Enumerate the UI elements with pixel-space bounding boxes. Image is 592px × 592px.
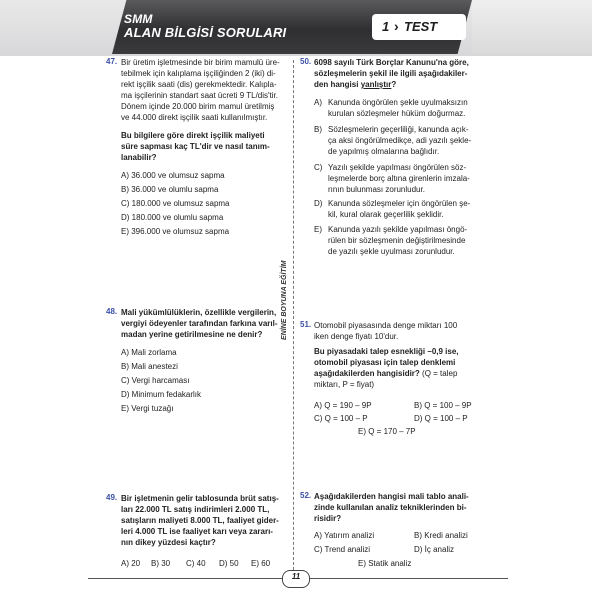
text-line: Kanunda öngörülen şekle uyulmaksızın (328, 98, 468, 107)
option-47-d[interactable]: D) 180.000 ve olumlu sapma (121, 213, 224, 222)
option-50-c[interactable]: C) Yazılı şekilde yapılması öngörülen söz- leşmelerde borç altına girenlerin imzala- rının bulunması zorunludur. (314, 163, 470, 194)
text-line: miktarı, P = fiyat) (314, 380, 375, 389)
text-line: lanabilir? (121, 153, 157, 162)
text-line: rının bulunması zorunludur. (328, 185, 425, 194)
text-line: ve 44.000 direkt işçilik saati kullanılmıştır. (121, 113, 268, 122)
text-line: Kanunda yazılı şekilde yapılması öngö- (328, 225, 468, 234)
title-line-1: SMM (124, 12, 153, 26)
text-line: kurulan sözleşmeler hüküm doğurmaz. (328, 109, 466, 118)
option-52-b[interactable]: B) Kredi analizi (414, 531, 468, 540)
text-line: Dönem içinde 20.000 birim mamul üretilmiş (121, 102, 275, 111)
option-47-e[interactable]: E) 396.000 ve olumsuz sapma (121, 227, 230, 236)
text-line: Bu piyasadaki talep esnekliği –0,9 ise, (314, 347, 459, 356)
text-line: madan yerine getirilmesine ne denir? (121, 330, 263, 339)
option-50-e[interactable]: E) Kanunda yazılı şekilde yapılması öngö- rülen bir sözleşmenin değiştirilmesinde de yazılı şekle uyulması zorunludur. (314, 225, 468, 256)
option-49-a[interactable]: A) 20 (121, 559, 141, 568)
option-52-a[interactable]: A) Yatırım analizi (314, 531, 375, 540)
option-47-b[interactable]: B) 36.000 ve olumlu sapma (121, 185, 219, 194)
text-line: Bir işletmenin gelir tablosunda brüt satış- (121, 494, 279, 503)
option-52-d[interactable]: D) İç analiz (414, 545, 455, 554)
question-52-prompt (314, 491, 486, 524)
text-line: risidir? (314, 514, 342, 523)
option-51-d[interactable]: D) Q = 100 – P (414, 414, 468, 423)
question-number-47: 47. (106, 57, 118, 66)
text-line: zinde kullanılan analiz tekniklerinden bi- (314, 503, 467, 512)
option-52-c[interactable]: C) Trend analizi (314, 545, 371, 554)
text-line: 6098 sayılı Türk Borçlar Kanunu'na göre, (314, 58, 469, 67)
text-line: kil, kural olarak geçerlilik şeklidir. (328, 210, 444, 219)
text-line: Sözleşmelerin geçerliliği, kanunda açık- (328, 125, 469, 134)
question-number-48: 48. (106, 307, 118, 316)
question-50-prompt (314, 57, 484, 90)
chevron-right-icon: › (394, 18, 399, 34)
title-line-2: ALAN BİLGİSİ SORULARI (124, 25, 287, 40)
question-47-stem (121, 57, 287, 123)
underlined-word: yanlıştır (360, 80, 392, 89)
text-line: leşmelerde borç altına girenlerin imzala- (328, 174, 470, 183)
text-line: rekt işçilik saati (dis) gerekmektedir. Kalıpla- (121, 80, 277, 89)
text-line: aşağıdakilerden hangisidir? (Q = talep (314, 369, 458, 378)
option-47-c[interactable]: C) 180.000 ve olumsuz sapma (121, 199, 230, 208)
option-48-c[interactable]: C) Vergi harcaması (121, 376, 190, 385)
text-line: Aşağıdakilerden hangisi mali tablo anali- (314, 492, 469, 501)
text-line: sözleşmelerin şekil ile ilgili aşağıdakiler- (314, 69, 468, 78)
text-line: ları 22.000 TL satış indirimleri 2.000 TL, (121, 505, 270, 514)
question-number-49: 49. (106, 493, 118, 502)
option-48-a[interactable]: A) Mali zorlama (121, 348, 177, 357)
question-48-prompt (121, 307, 287, 340)
text-line: Mali yükümlülüklerin, özellikle vergilerin, (121, 308, 277, 317)
option-48-e[interactable]: E) Vergi tuzağı (121, 404, 174, 413)
text-line: Bu bilgilere göre direkt işçilik maliyeti (121, 131, 265, 140)
text-line: iken denge fiyatı 10'dur. (314, 332, 399, 341)
question-49-prompt (121, 493, 287, 548)
question-number-50: 50. (300, 57, 312, 66)
header-right-panel (472, 0, 592, 54)
test-number: 1 (382, 19, 390, 34)
text-line: ça aksi öngörülmedikçe, adi yazılı şekle- (328, 136, 472, 145)
text-line: rülen bir sözleşmenin değiştirilmesinde (328, 236, 466, 245)
text-line: nın dikey yüzdesi kaçtır? (121, 538, 216, 547)
option-49-b[interactable]: B) 30 (151, 559, 171, 568)
text-line: otomobil piyasası için talep denklemi (314, 358, 456, 367)
text-line: Otomobil piyasasında denge miktarı 100 (314, 321, 458, 330)
option-48-d[interactable]: D) Minimum fedakarlık (121, 390, 202, 399)
text-line: de yapılmış olmalarına bağlıdır. (328, 147, 440, 156)
option-50-a[interactable]: A) Kanunda öngörülen şekle uyulmaksızın kurulan sözleşmeler hüküm doğurmaz. (314, 98, 468, 118)
option-52-e[interactable]: E) Statik analiz (358, 559, 412, 568)
text-line: satışların maliyeti 8.000 TL, faaliyet gider- (121, 516, 279, 525)
text-line: tebilmek için kalıplama işçiliğinden 2 (iki) di- (121, 69, 276, 78)
option-48-b[interactable]: B) Mali anestezi (121, 362, 178, 371)
option-51-e[interactable]: E) Q = 170 – 7P (358, 427, 416, 436)
option-49-e[interactable]: E) 60 (251, 559, 271, 568)
text-line: Yazılı şekilde yapılması öngörülen söz- (328, 163, 467, 172)
question-47-prompt (121, 130, 287, 163)
option-50-b[interactable]: B) Sözleşmelerin geçerliliği, kanunda açık- ça aksi öngörülmedikçe, adi yazılı şekle- de yapılmış olmalarına bağlıdır. (314, 125, 472, 156)
text-line: de yazılı şekle uyulması zorunludur. (328, 247, 455, 256)
question-51-prompt (314, 346, 486, 390)
option-50-d[interactable]: D) Kanunda sözleşmeler için öngörülen şe- kil, kural olarak geçerlilik şeklidir. (314, 199, 471, 219)
text-line: süre sapması kaç TL'dir ve nasıl tanım- (121, 142, 270, 151)
page-title (124, 13, 286, 39)
option-47-a[interactable]: A) 36.000 ve olumsuz sapma (121, 171, 225, 180)
text-line: leri 4.000 TL ise faaliyet karı veya zararı- (121, 527, 273, 536)
question-number-52: 52. (300, 491, 312, 500)
option-51-a[interactable]: A) Q = 190 – 9P (314, 401, 372, 410)
text-line: Kanunda sözleşmeler için öngörülen şe- (328, 199, 471, 208)
brand-watermark: ENİNE BOYUNA EĞİTİM (281, 260, 288, 340)
option-51-b[interactable]: B) Q = 100 – 9P (414, 401, 472, 410)
text-line: den hangisi yanlıştır? (314, 80, 397, 89)
option-49-d[interactable]: D) 50 (219, 559, 239, 568)
text-line: ma işçilerinin standart saat ücreti 9 TL/dis'tir. (121, 91, 278, 100)
text-line: vergiyi ödeyenler tarafından farkına varıl- (121, 319, 278, 328)
option-51-c[interactable]: C) Q = 100 – P (314, 414, 368, 423)
text-line: Bir üretim işletmesinde bir birim mamulü üre- (121, 58, 280, 67)
page-number: 11 (291, 572, 301, 581)
question-51-stem (314, 320, 486, 342)
question-number-51: 51. (300, 320, 312, 329)
test-label: TEST (404, 19, 438, 34)
column-divider (293, 60, 294, 575)
option-49-c[interactable]: C) 40 (186, 559, 206, 568)
